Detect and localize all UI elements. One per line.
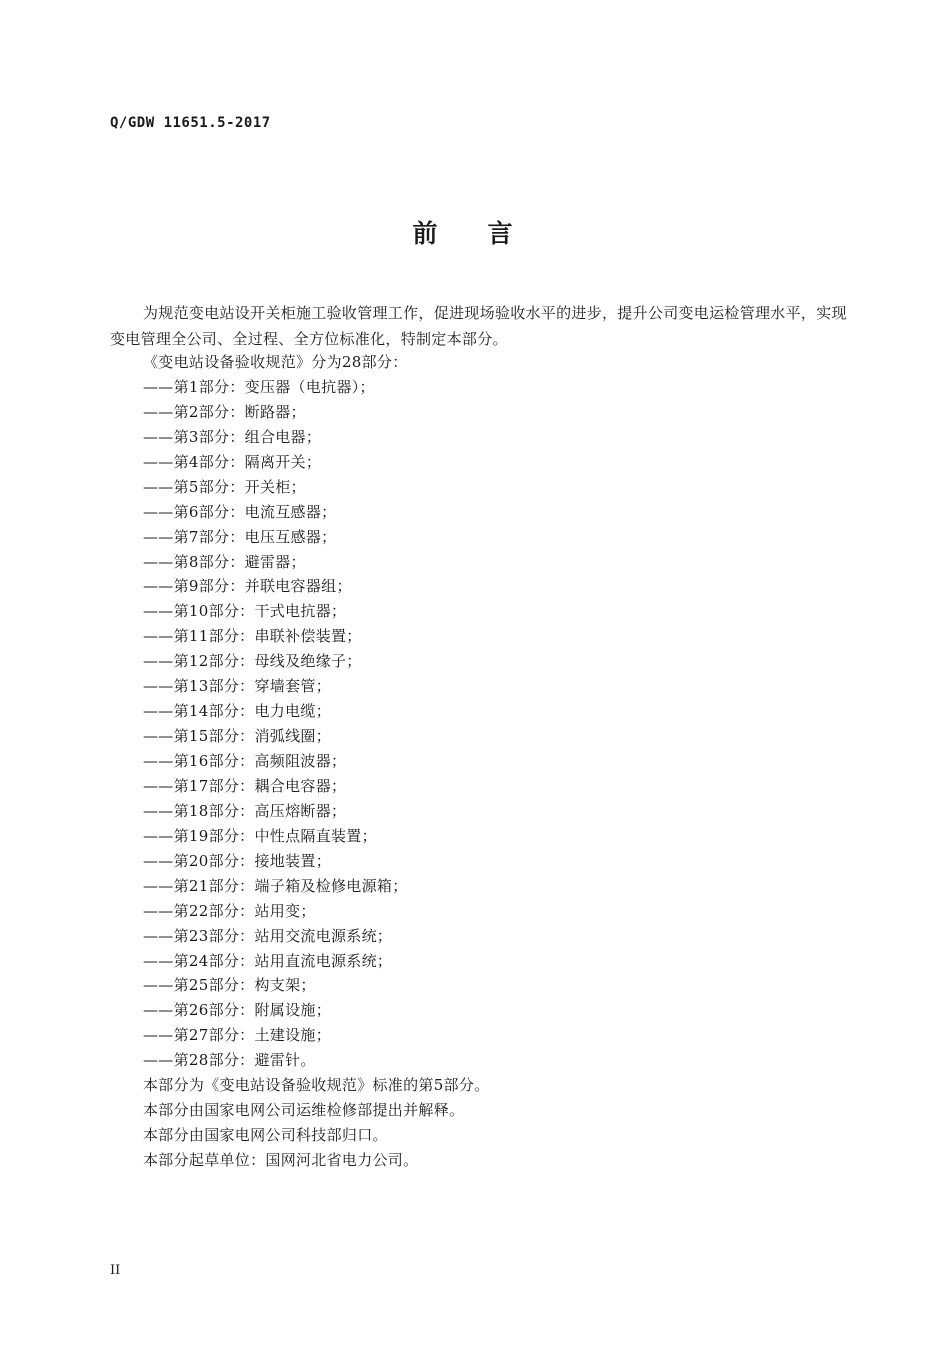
list-item: ——第26部分：附属设施； <box>143 1001 331 1020</box>
document-code: Q/GDW 11651.5-2017 <box>110 115 271 131</box>
list-item: ——第14部分：电力电缆； <box>143 702 331 721</box>
list-item: ——第18部分：高压熔断器； <box>143 801 347 820</box>
page-title: 前言 <box>412 219 563 248</box>
list-item: ——第19部分：中性点隔直装置； <box>143 826 377 845</box>
list-item: ——第8部分：避雷器； <box>143 552 306 571</box>
list-item: ——第2部分：断路器； <box>143 402 306 421</box>
page-number: II <box>110 1263 121 1278</box>
list-item: 本部分由国家电网公司科技部归口。 <box>143 1126 388 1145</box>
list-item: ——第15部分：消弧线圈； <box>143 727 331 746</box>
list-item: 本部分为《变电站设备验收规范》标准的第5部分。 <box>143 1076 490 1095</box>
list-item: ——第28部分：避雷针。 <box>143 1051 316 1070</box>
list-item: ——第5部分：开关柜； <box>143 477 306 496</box>
list-item: ——第25部分：构支架； <box>143 976 316 995</box>
list-item: ——第10部分：干式电抗器； <box>143 602 347 621</box>
list-item: 《变电站设备验收规范》分为28部分： <box>143 353 408 371</box>
list-item: ——第7部分：电压互感器； <box>143 527 337 546</box>
list-item: ——第24部分：站用直流电源系统； <box>143 951 393 970</box>
list-item: ——第21部分：端子箱及检修电源箱； <box>143 876 408 895</box>
list-item: ——第1部分：变压器（电抗器）； <box>143 377 375 396</box>
intro-paragraph: 为规范变电站设开关柜施工验收管理工作，促进现场验收水平的进步，提升公司变电运检管理水平，实现变电管理全公司、全过程、全方位标准化，特制定本部分。 <box>110 304 847 348</box>
list-item: 本部分起草单位：国网河北省电力公司。 <box>143 1151 419 1169</box>
content-lines <box>143 350 489 1173</box>
list-item: ——第13部分：穿墙套管； <box>143 677 331 696</box>
list-item: ——第27部分：土建设施； <box>143 1026 331 1045</box>
list-item: ——第23部分：站用交流电源系统； <box>143 926 393 945</box>
list-item: ——第3部分：组合电器； <box>143 427 322 446</box>
list-item: ——第9部分：并联电容器组； <box>143 577 352 596</box>
list-item: ——第22部分：站用变； <box>143 901 316 920</box>
list-item: ——第12部分：母线及绝缘子； <box>143 652 362 671</box>
list-item: 本部分由国家电网公司运维检修部提出并解释。 <box>143 1101 465 1120</box>
list-item: ——第17部分：耦合电容器； <box>143 776 347 795</box>
list-item: ——第11部分：串联补偿装置； <box>143 627 362 646</box>
list-item: ——第6部分：电流互感器； <box>143 502 337 521</box>
list-item: ——第4部分：隔离开关； <box>143 452 322 471</box>
list-item: ——第16部分：高频阻波器； <box>143 752 347 770</box>
list-item: ——第20部分：接地装置； <box>143 851 331 870</box>
